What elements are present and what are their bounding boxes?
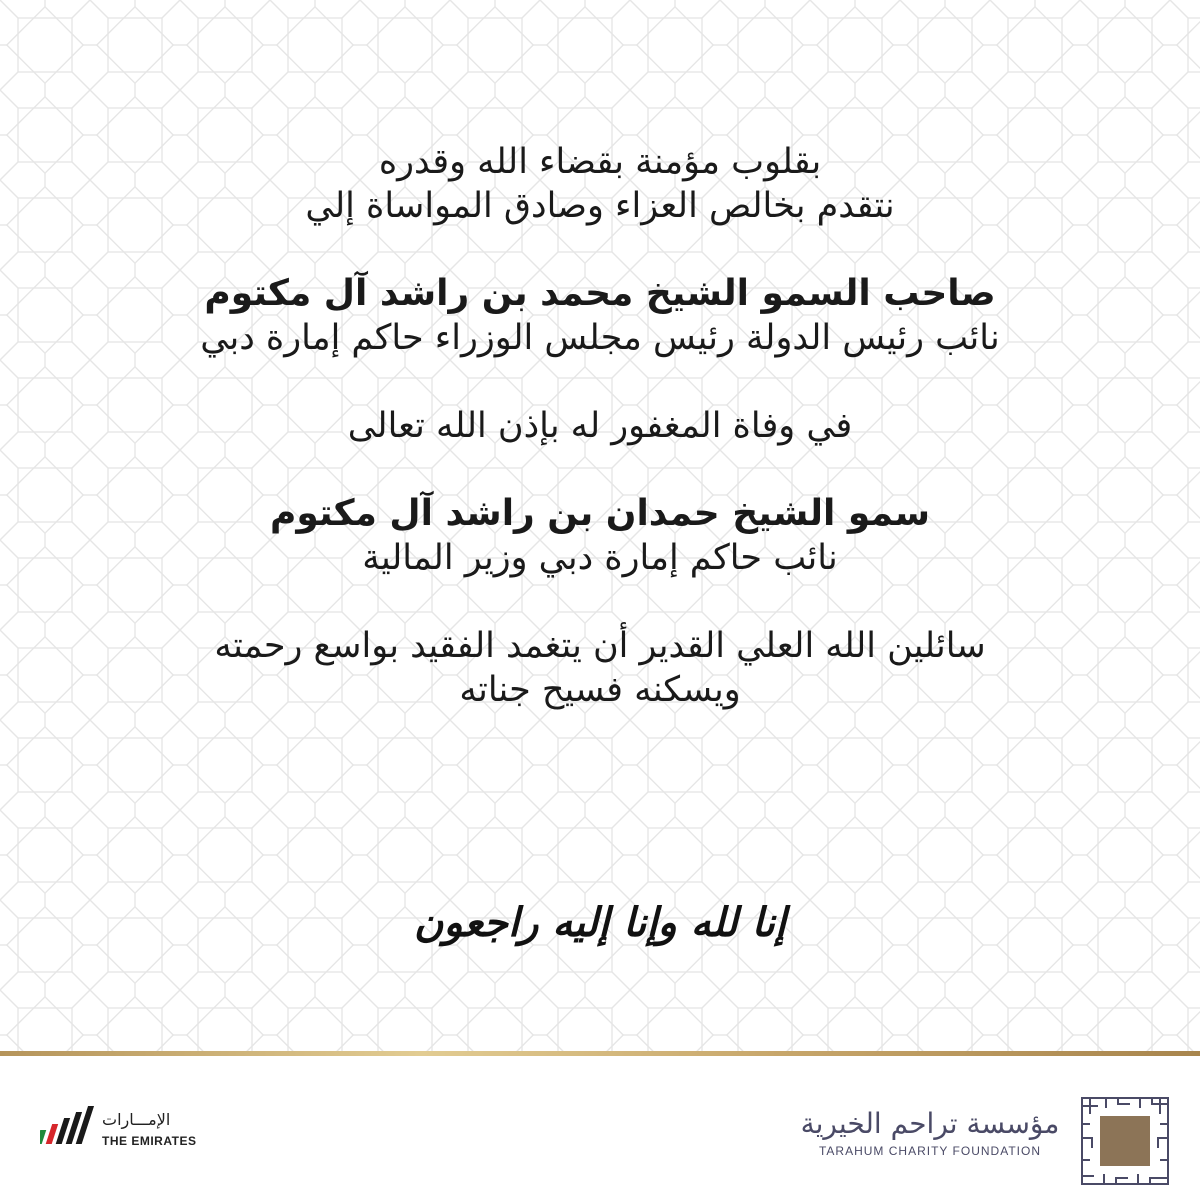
tarahum-wordmark [790,1106,1070,1158]
closing-calligraphy: إنا لله وإنا إليه راجعون [413,899,787,946]
prayer-line-1: سائلين الله العلي القدير أن يتغمد الفقيد بواسع رحمته [214,626,986,666]
emirates-arabic-label: الإمـــارات [102,1110,171,1129]
ruler-title: نائب رئيس الدولة رئيس مجلس الوزراء حاكم إمارة دبي [200,318,1000,358]
tarahum-emblem-icon [1078,1094,1172,1188]
footer [0,1056,1200,1200]
deceased-title: نائب حاكم إمارة دبي وزير المالية [362,538,838,578]
tarahum-english-name: TARAHUM CHARITY FOUNDATION [818,1144,1041,1158]
emirates-english-label: THE EMIRATES [102,1134,197,1148]
condolence-message [0,140,1200,712]
opening-line-1: بقلوب مؤمنة بقضاء الله وقدره [378,142,822,182]
tarahum-arabic-name: مؤسسة تراحم الخيرية [800,1107,1060,1140]
opening-line-2: نتقدم بخالص العزاء وصادق المواساة إلي [305,186,895,226]
prayer-line-2: ويسكنه فسيح جناته [459,670,741,710]
deceased-name: سمو الشيخ حمدان بن راشد آل مكتوم [269,493,930,534]
the-emirates-logo [40,1100,210,1160]
emirates-flag-stripes-icon [40,1100,100,1150]
deceased-intro: في وفاة المغفور له بإذن الله تعالى [347,406,853,446]
ruler-name: صاحب السمو الشيخ محمد بن راشد آل مكتوم [204,273,996,314]
